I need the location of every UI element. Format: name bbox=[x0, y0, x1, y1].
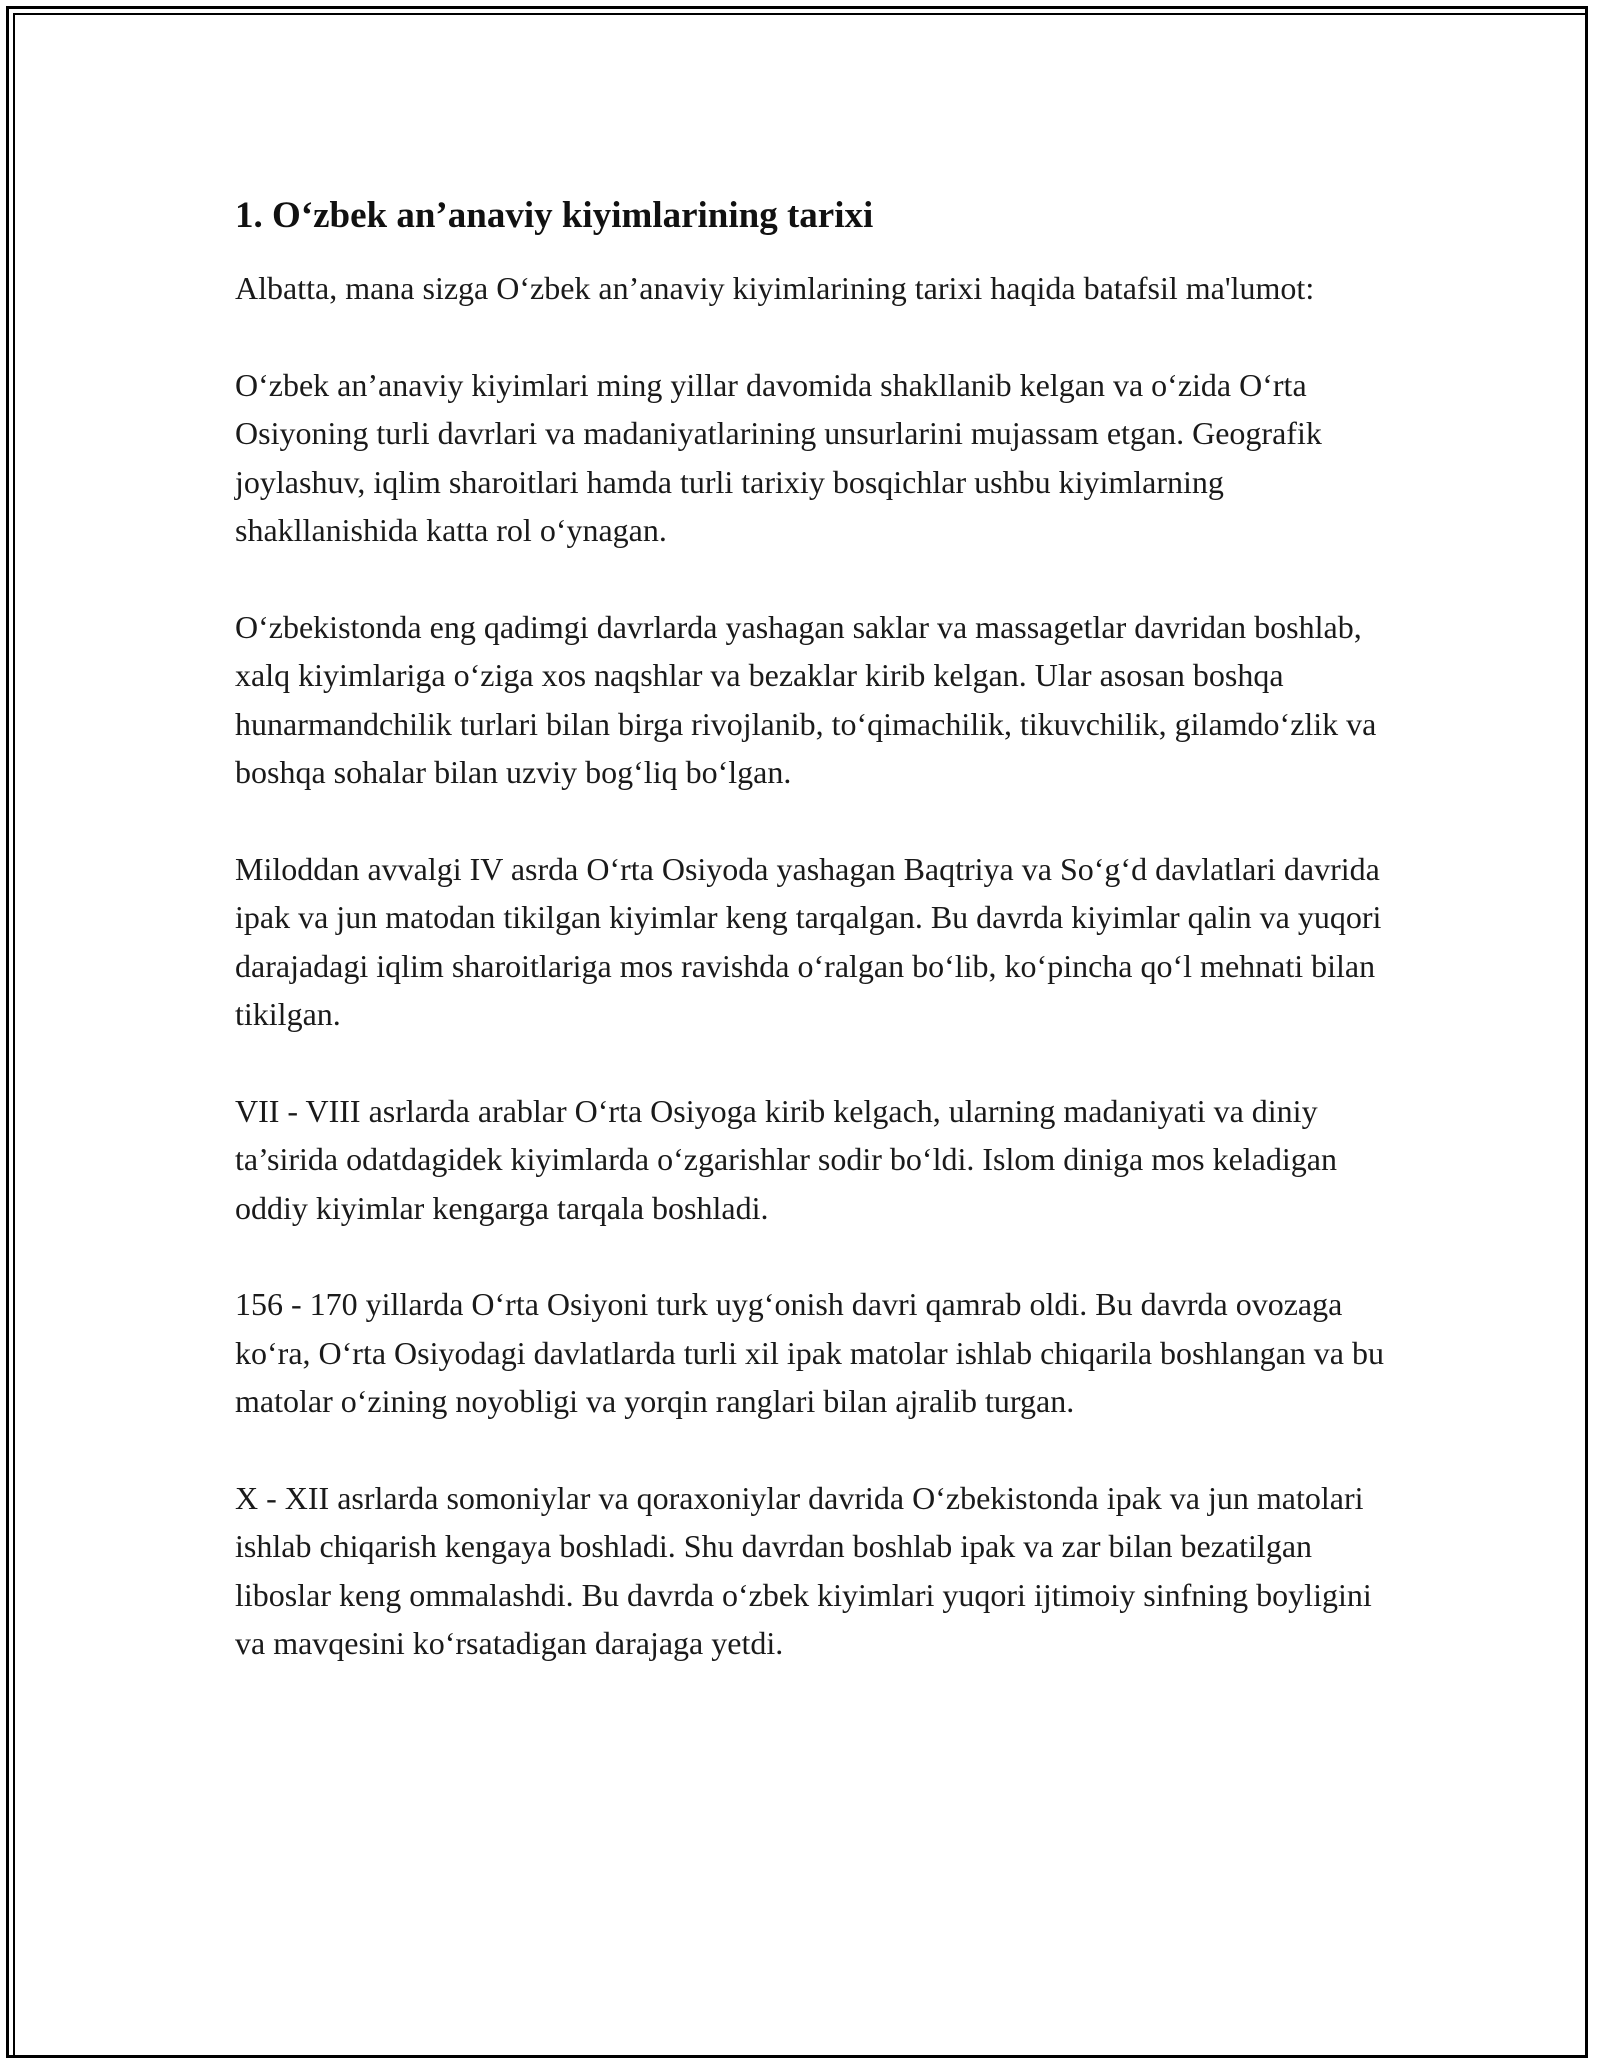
paragraph-arab-era: VII - VIII asrlarda arablar O‘rta Osiyoga kirib kelgach, ularning madaniyati va diniy ta’sirida odatdagidek kiyimlarda o‘zgarishlar sodir bo‘ldi. Islom diniga mos keladigan oddiy kiyimlar kengarga tarqala boshladi. bbox=[235, 1092, 1337, 1226]
document-body bbox=[235, 190, 1395, 1716]
paragraph-turk-renaissance: 156 - 170 yillarda O‘rta Osiyoni turk uyg‘onish davri qamrab oldi. Bu davrda ovozaga ko‘ra, O‘rta Osiyodagi davlatlarda turli xil ipak matolar ishlab chiqarila boshlangan va bu matolar o‘zining noyobligi va yorqin ranglari bilan ajralib turgan. bbox=[235, 1286, 1384, 1419]
paragraph-intro: Albatta, mana sizga O‘zbek an’anaviy kiyimlarining tarixi haqida batafsil ma'lumot: bbox=[235, 270, 1315, 306]
paragraph-ancient-era: O‘zbekistonda eng qadimgi davrlarda yashagan saklar va massagetlar davridan boshlab, xalq kiyimlariga o‘ziga xos naqshlar va bezaklar kirib kelgan. Ular asosan boshqa hunarmandchilik turlari bilan birga rivojlanib, to‘qimachilik, tikuvchilik, gilamdo‘zlik va boshqa sohalar bilan uzviy bog‘liq bo‘lgan. bbox=[235, 608, 1377, 790]
paragraph-baqtriya-sogd: Miloddan avvalgi IV asrda O‘rta Osiyoda yashagan Baqtriya va So‘g‘d davlatlari davrida ipak va jun matodan tikilgan kiyimlar keng tarqalgan. Bu davrda kiyimlar qalin va yuqori darajadagi iqlim sharoitlariga mos ravishda o‘ralgan bo‘lib, ko‘pincha qo‘l mehnati bilan tikilgan. bbox=[235, 850, 1382, 1032]
section-heading: 1. O‘zbek an’anaviy kiyimlarining tarixi bbox=[235, 195, 874, 236]
paragraph-overview: O‘zbek an’anaviy kiyimlari ming yillar davomida shakllanib kelgan va o‘zida O‘rta Osiyoning turli davrlari va madaniyatlarining unsurlarini mujassam etgan. Geografik joylashuv, iqlim sharoitlari hamda turli tarixiy bosqichlar ushbu kiyimlarning shakllanishida katta rol o‘ynagan. bbox=[235, 366, 1322, 548]
paragraph-somoniy-qoraxoniy: X - XII asrlarda somoniylar va qoraxoniylar davrida O‘zbekistonda ipak va jun matolari ishlab chiqarish kengaya boshladi. Shu davrdan boshlab ipak va zar bilan bezatilgan liboslar keng ommalashdi. Bu davrda o‘zbek kiyimlari yuqori ijtimoiy sinfning boyligini va mavqesini ko‘rsatadigan darajaga yetdi. bbox=[235, 1479, 1372, 1661]
